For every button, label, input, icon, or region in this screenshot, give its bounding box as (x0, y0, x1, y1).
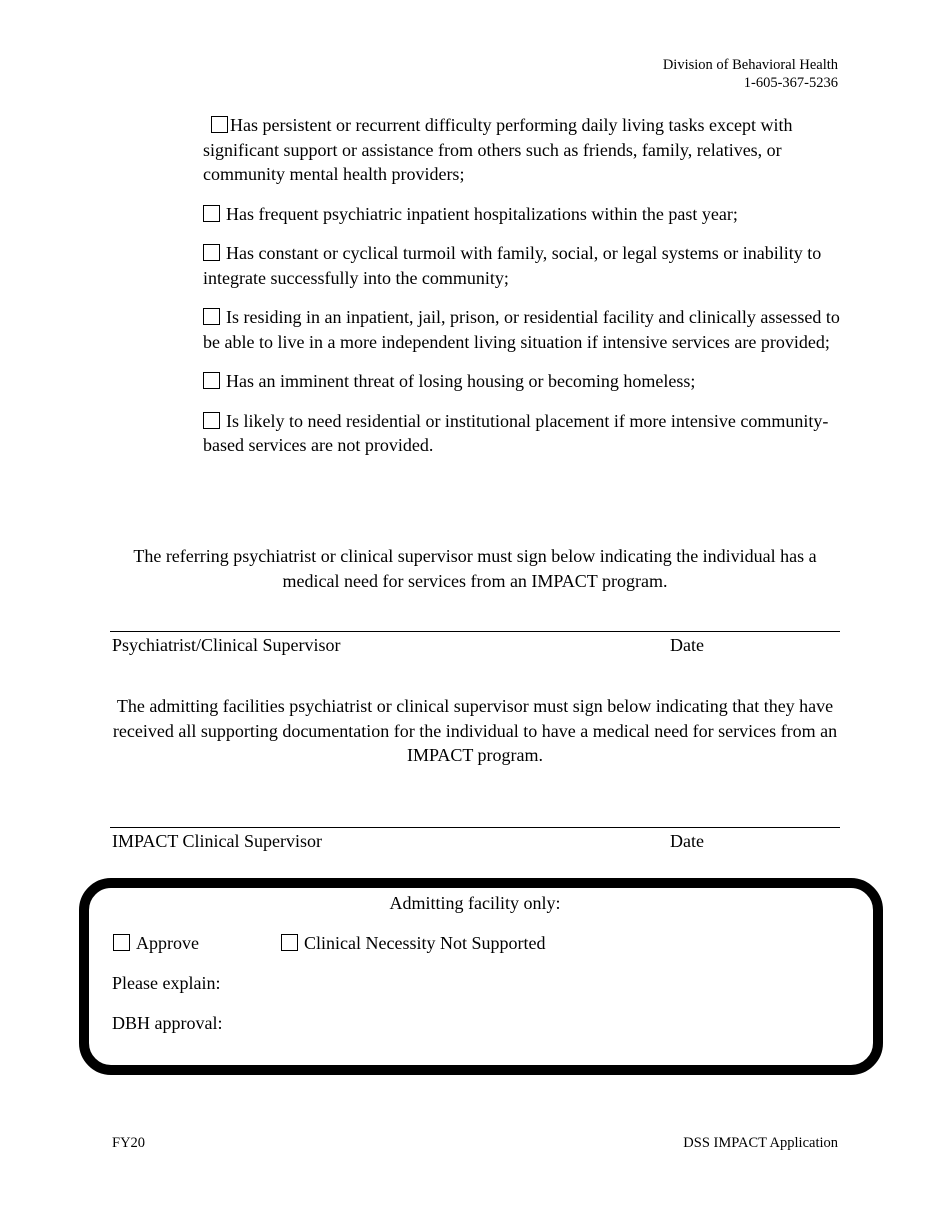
referring-signature-label: Psychiatrist/Clinical Supervisor (112, 635, 341, 655)
phone-number: 1-605-367-5236 (743, 75, 838, 91)
criterion-text: Has persistent or recurrent difficulty performing daily living tasks except with significant support or assistance from others such as friends, family, relatives, or community mental health providers; (203, 115, 793, 184)
criterion-checkbox[interactable] (203, 244, 220, 261)
criterion-checkbox[interactable] (211, 116, 228, 133)
admitting-signature-label: IMPACT Clinical Supervisor (112, 831, 323, 851)
footer-document-title: DSS IMPACT Application (683, 1135, 838, 1151)
criterion-text: Has an imminent threat of losing housing or becoming homeless; (226, 371, 696, 391)
admitting-signature-line[interactable] (110, 827, 840, 828)
criterion-checkbox[interactable] (203, 372, 220, 389)
criterion-item (203, 305, 843, 354)
criterion-item (203, 113, 843, 187)
referring-statement: The referring psychiatrist or clinical supervisor must sign below indicating the individual has a medical need for services from an IMPACT program. (133, 546, 817, 591)
criterion-checkbox[interactable] (203, 412, 220, 429)
dbh-approval-label: DBH approval: (112, 1013, 223, 1033)
criterion-item (203, 409, 843, 458)
admitting-statement: The admitting facilities psychiatrist or clinical supervisor must sign below indicating that they have received all supporting documentation for the individual to have a medical need for services from an IMPACT program. (112, 696, 838, 765)
criterion-text: Has constant or cyclical turmoil with family, social, or legal systems or inability to integrate successfully into the community; (203, 243, 822, 288)
criterion-item (203, 369, 843, 394)
criterion-text: Is likely to need residential or institutional placement if more intensive community-based services are not provided. (203, 410, 829, 455)
criterion-checkbox[interactable] (203, 205, 220, 222)
approve-checkbox[interactable] (113, 934, 130, 951)
approve-option[interactable] (113, 932, 199, 954)
please-explain-label: Please explain: (112, 973, 221, 993)
not-supported-label: Clinical Necessity Not Supported (304, 933, 546, 953)
criterion-text: Is residing in an inpatient, jail, prison, or residential facility and clinically assessed to be able to live in a more independent living situation if intensive services are provided; (203, 307, 840, 352)
referring-date-label: Date (670, 635, 704, 655)
organization-name: Division of Behavioral Health (662, 57, 838, 73)
page-header (438, 56, 838, 92)
criterion-item (203, 241, 843, 290)
admitting-date-label: Date (670, 831, 704, 851)
criterion-item (203, 202, 843, 227)
not-supported-option[interactable] (281, 932, 545, 954)
not-supported-checkbox[interactable] (281, 934, 298, 951)
criterion-checkbox[interactable] (203, 308, 220, 325)
criterion-text: Has frequent psychiatric inpatient hospitalizations within the past year; (226, 203, 738, 224)
referring-signature-line[interactable] (110, 631, 840, 632)
approve-label: Approve (136, 933, 199, 953)
footer-fiscal-year: FY20 (112, 1135, 146, 1151)
admitting-box-title: Admitting facility only: (389, 893, 561, 913)
criteria-list (203, 113, 843, 473)
